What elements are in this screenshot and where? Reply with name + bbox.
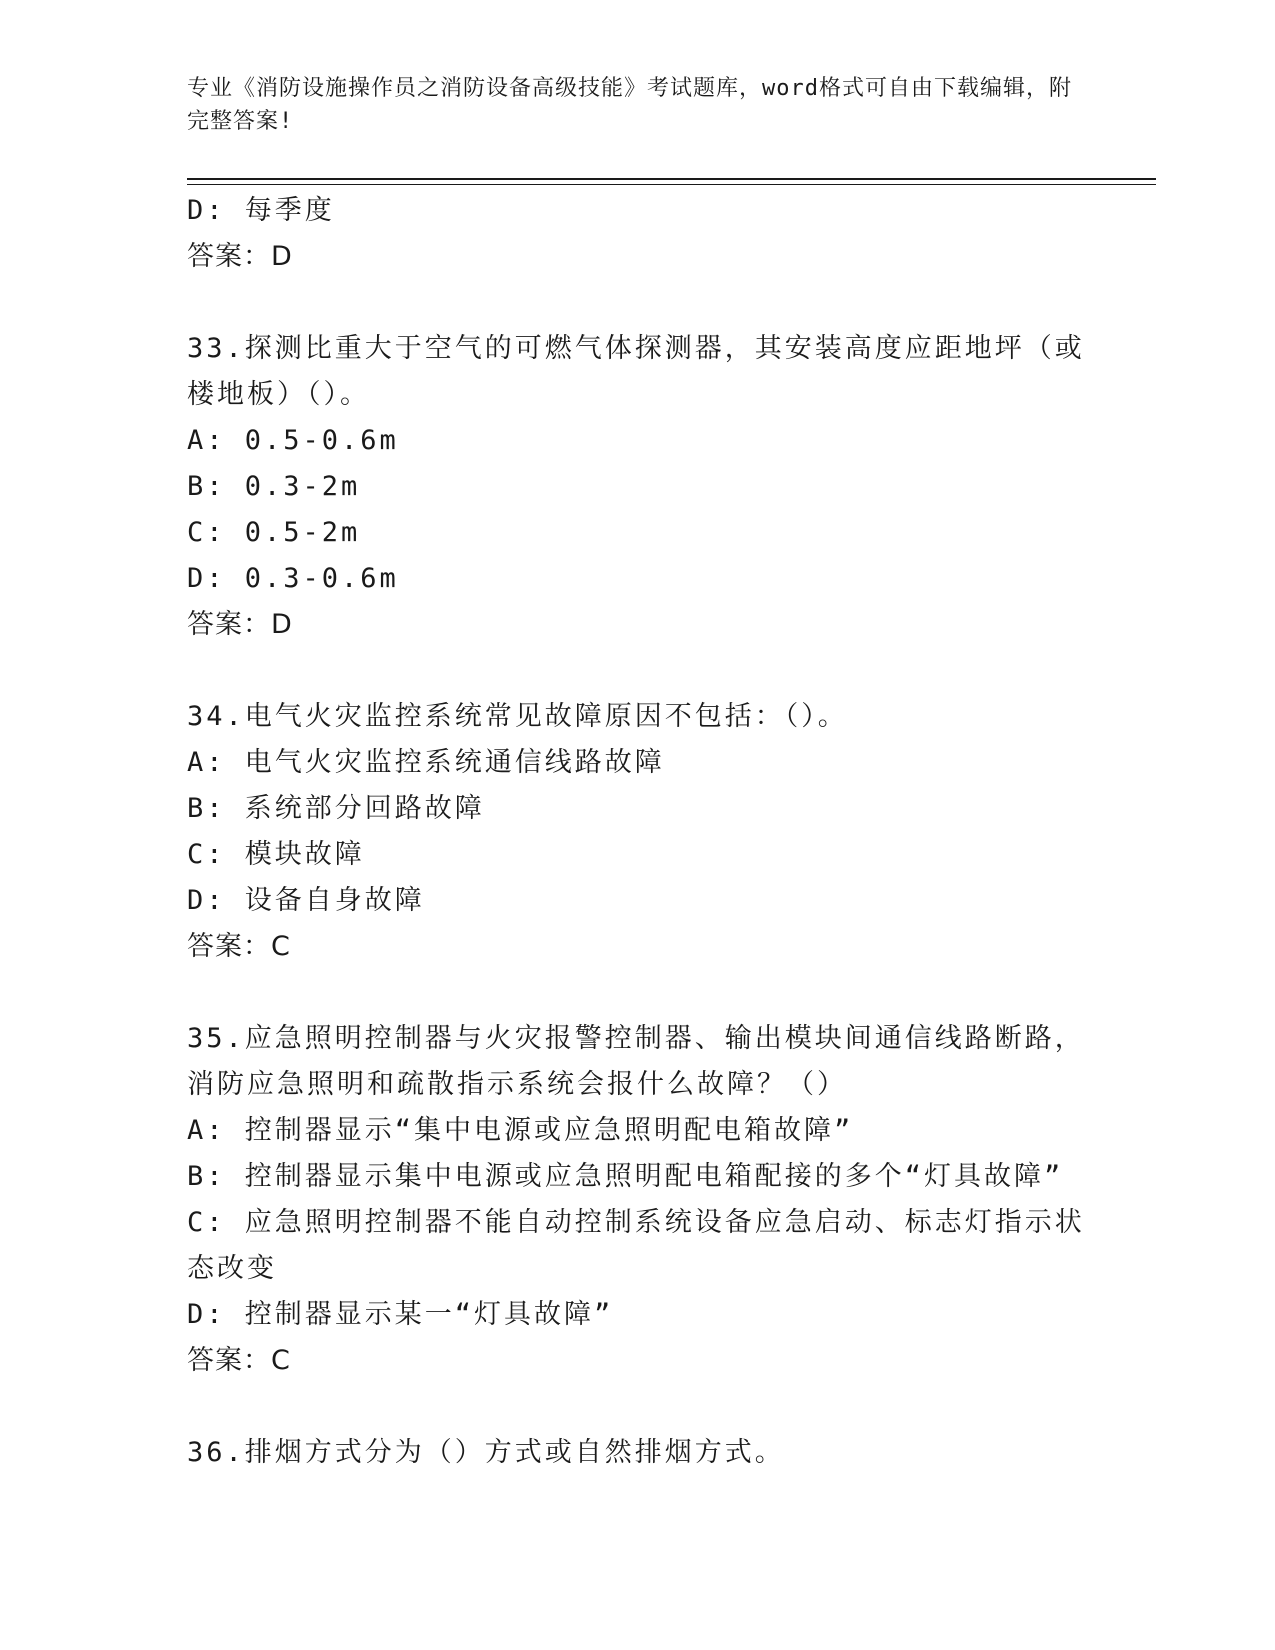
option-d: D: 设备自身故障 xyxy=(187,885,425,916)
option-c: C: 模块故障 xyxy=(187,839,365,870)
option-d: D: 每季度 xyxy=(187,195,335,226)
header-divider-thick xyxy=(187,178,1156,180)
option-c: C: 应急照明控制器不能自动控制系统设备应急启动、标志灯指示状态改变 xyxy=(187,1207,1085,1284)
question-stem: 36.排烟方式分为（）方式或自然排烟方式。 xyxy=(187,1437,785,1468)
answer: 答案：D xyxy=(187,241,293,272)
option-a: A: 0.5-0.6m xyxy=(187,425,399,456)
answer: 答案：D xyxy=(187,609,293,640)
option-d: D: 控制器显示某一“灯具故障” xyxy=(187,1299,614,1330)
option-d: D: 0.3-0.6m xyxy=(187,563,399,594)
header-divider-thin xyxy=(187,184,1156,185)
option-a: A: 电气火灾监控系统通信线路故障 xyxy=(187,747,665,778)
spacer xyxy=(187,970,1087,1016)
option-c: C: 0.5-2m xyxy=(187,517,361,548)
question-33 xyxy=(187,326,1087,648)
spacer xyxy=(187,280,1087,326)
question-36 xyxy=(187,1430,1087,1476)
option-b: B: 0.3-2m xyxy=(187,471,361,502)
spacer xyxy=(187,648,1087,694)
option-a: A: 控制器显示“集中电源或应急照明配电箱故障” xyxy=(187,1115,854,1146)
answer: 答案：C xyxy=(187,1345,291,1376)
previous-question-tail xyxy=(187,188,1087,280)
question-34 xyxy=(187,694,1087,970)
header-note: 专业《消防设施操作员之消防设备高级技能》考试题库，word格式可自由下载编辑，附完整答案! xyxy=(187,76,1072,134)
question-list xyxy=(187,188,1087,1476)
answer: 答案：C xyxy=(187,931,291,962)
option-b: B: 系统部分回路故障 xyxy=(187,793,485,824)
question-stem: 35.应急照明控制器与火灾报警控制器、输出模块间通信线路断路，消防应急照明和疏散指示系统会报什么故障？（） xyxy=(187,1023,1085,1100)
question-35 xyxy=(187,1016,1087,1384)
question-stem: 33.探测比重大于空气的可燃气体探测器，其安装高度应距地坪（或楼地板）（）。 xyxy=(187,333,1085,410)
question-stem: 34.电气火灾监控系统常见故障原因不包括：（）。 xyxy=(187,701,848,732)
spacer xyxy=(187,1384,1087,1430)
option-b: B: 控制器显示集中电源或应急照明配电箱配接的多个“灯具故障” xyxy=(187,1161,1064,1192)
